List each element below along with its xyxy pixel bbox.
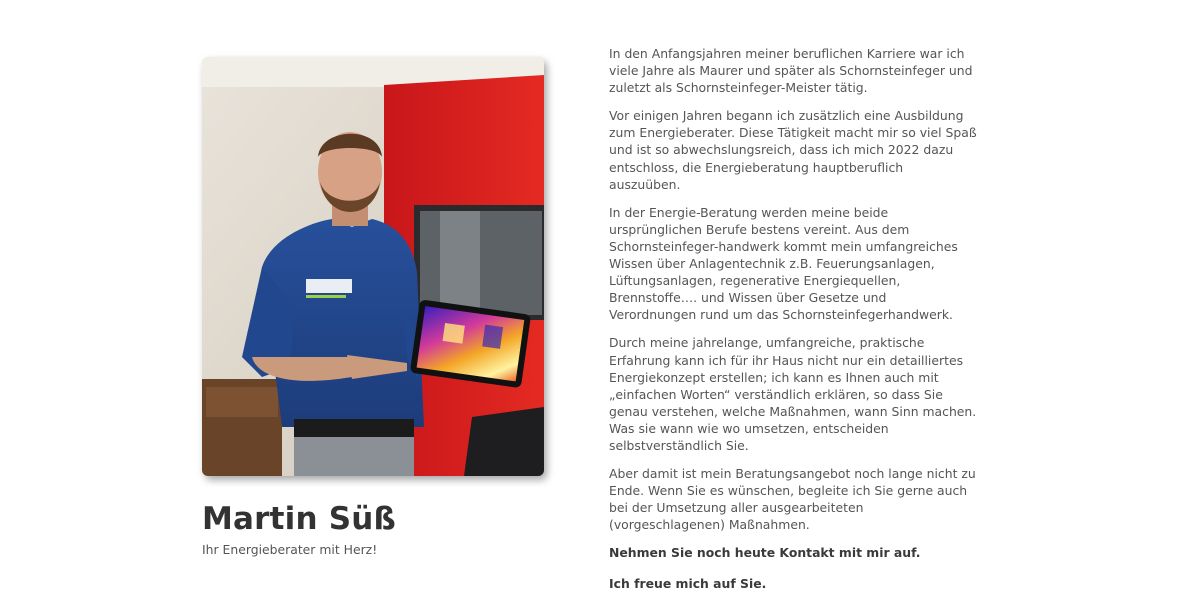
closing-line: Ich freue mich auf Sie. [609, 575, 767, 591]
bio-paragraph: Durch meine jahrelange, umfangreiche, praktische Erfahrung kann ich für ihr Haus nicht nur ein detailliertes Energiekonzept erstellen; ich kann es Ihnen auch mit „einfachen Worten“ verständlich erklären, so dass Sie genau verstehen, welche Maßnahmen, wann Sinn machen. Was sie wann wie wo umsetzen, entscheiden selbstverständlich Sie. [609, 335, 977, 453]
bio-paragraph: Aber damit ist mein Beratungsangebot noch lange nicht zu Ende. Wenn Sie es wünschen, begleite ich Sie gerne auch bei der Umsetzung aller ausgearbeiteten (vorgeschlagenen) Maßnahmen. [609, 466, 976, 533]
bio-paragraph: In der Energie-Beratung werden meine beide ursprünglichen Berufe bestens vereint. Aus dem Schornsteinfeger-handwerk kommt mein umfangreiches Wissen über Anlagentechnik z.B. Feuerungsanlagen, Lüftungsanlagen, regenerative Energiequellen, Brennstoffe…. und Wissen über Gesetze und Verordnungen rund um das Schornsteinfegerhandwerk. [609, 204, 958, 323]
tagline: Ihr Energieberater mit Herz! [202, 542, 378, 557]
bio-paragraph: In den Anfangsjahren meiner beruflichen Karriere war ich viele Jahre als Maurer und später als Schornsteinfeger und zuletzt als Schornsteinfeger-Meister tätig. [609, 46, 973, 96]
bio-text [609, 45, 977, 605]
profile-photo [202, 57, 544, 476]
person-name: Martin Süß [202, 501, 397, 537]
bio-paragraph: Vor einigen Jahren begann ich zusätzlich eine Ausbildung zum Energieberater. Diese Tätigkeit macht mir so viel Spaß und ist so abwechslungsreich, dass ich mich 2022 dazu entschloss, die Energieberatung hauptberuflich auszuüben. [609, 108, 977, 192]
contact-call-to-action: Nehmen Sie noch heute Kontakt mit mir auf. [609, 545, 921, 561]
